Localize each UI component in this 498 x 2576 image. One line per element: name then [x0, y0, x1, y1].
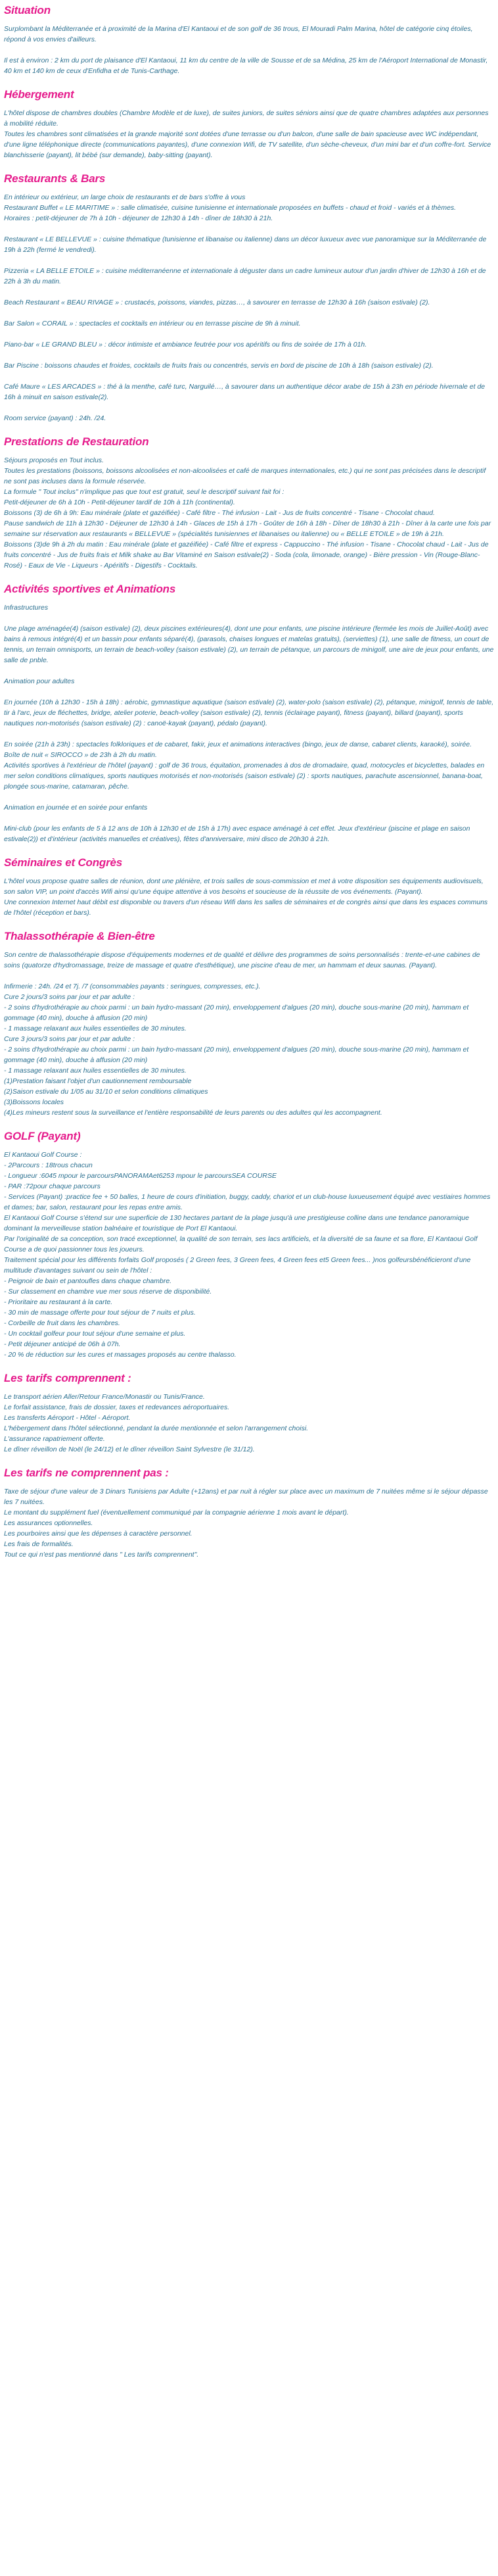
- section-golf-payant: [4, 1130, 494, 1360]
- text-line: Café Maure « LES ARCADES » : thé à la menthe, café turc, Narguilé…, à savourer dans un authentique décor arabe de 15h à 23h en période hivernale et de 16h à minuit en saison estivale(2).: [4, 383, 486, 401]
- section-title: GOLF (Payant): [4, 1130, 81, 1142]
- text-line: Beach Restaurant « BEAU RIVAGE » : crustacés, poissons, viandes, pizzas…, à savourer en terrasse de 12h30 à 16h (saison estivale) (2).: [4, 299, 430, 306]
- text-line: Restaurant « LE BELLEVUE » : cuisine thématique (tunisienne et libanaise ou italienne) dans un décor luxueux avec vue panoramique sur la Méditerranée de 19h à 22h (fermé le vendredi).: [4, 235, 487, 254]
- text-line: Il est à environ : 2 km du port de plaisance d'El Kantaoui, 11 km du centre de la ville de Sousse et de sa Médina, 25 km de l'Aéroport International de Monastir, 40 km et 140 km de ceux d'Enfidha et de Tunis-Carthage.: [4, 57, 488, 75]
- section-situation: [4, 4, 494, 76]
- text-line: Toutes les prestations (boissons, boissons alcoolisées et non-alcoolisées et café de marques internationales, etc.) qui ne sont pas précisées dans le descriptif ne sont pas incluses dans la formule réservée.: [4, 467, 486, 485]
- text-line: - Prioritaire au restaurant à la carte.: [4, 1298, 113, 1306]
- text-line: - 20 % de réduction sur les cures et massages proposés au centre thalasso.: [4, 1351, 237, 1359]
- text-line: Pizzeria « LA BELLE ETOILE » : cuisine méditerranéenne et internationale à déguster dans un cadre lumineux autour d'un jardin d'hiver de 12h30 à 16h et de 22h à 3h du matin.: [4, 267, 486, 285]
- text-line: Animation en journée et en soirée pour enfants: [4, 804, 148, 812]
- text-line: Son centre de thalassothérapie dispose d'équipements modernes et de qualité et délivre des programmes de soins personnalisés : trente-et-une cabines de soins (quatorze d'hydromassage, treize de massage et quatre d'esthétique), une piscine d'eau de mer, un hammam et deux saunas. (Payant).: [4, 951, 480, 969]
- section-title: Hébergement: [4, 88, 74, 101]
- text-line: Surplombant la Méditerranée et à proximité de la Marina d'El Kantaoui et de son golf de 36 trous, El Mouradi Palm Marina, hôtel de catégorie cinq étoiles, répond à vos envies d'ailleurs.: [4, 25, 473, 43]
- text-line: L'assurance rapatriement offerte.: [4, 1435, 105, 1443]
- text-line: El Kantaoui Golf Course s'étend sur une superficie de 130 hectares partant de la plage jusqu'à une prestigieuse colline dans une tendance panoramique dominant la merveilleuse station balnéaire et touristique de Port El Kantaoui.: [4, 1214, 469, 1232]
- paragraph: [4, 802, 494, 813]
- text-line: (1)Prestation faisant l'objet d'un cautionnement remboursable: [4, 1077, 192, 1085]
- text-line: El Kantaoui Golf Course :: [4, 1151, 82, 1159]
- paragraph: [4, 297, 494, 308]
- text-line: Cure 2 jours/3 soins par jour et par adulte :: [4, 993, 135, 1001]
- text-line: Le dîner réveillon de Noël (le 24/12) et le dîner réveillon Saint Sylvestre (le 31/12).: [4, 1446, 255, 1453]
- paragraph: [4, 55, 494, 76]
- text-line: Le forfait assistance, frais de dossier, taxes et redevances aéroportuaires.: [4, 1403, 230, 1411]
- text-line: (4)Les mineurs restent sous la surveillance et l'entière responsabilité de leurs parents ou des adultes qui les accompagnent.: [4, 1109, 382, 1117]
- text-line: - Services (Payant) :practice fee + 50 balles, 1 heure de cours d'initiation, buggy, caddy, chariot et un club-house luxueusement équipé avec vestiaires hommes et dames; bar, salon, restaurant pour les repas entre amis.: [4, 1193, 491, 1211]
- text-line: Horaires : petit-déjeuner de 7h à 10h - déjeuner de 12h30 à 14h - dîner de 18h30 à 21h.: [4, 214, 273, 222]
- text-line: Le transport aérien Aller/Retour France/Monastir ou Tunis/France.: [4, 1393, 205, 1401]
- section-title: Prestations de Restauration: [4, 435, 149, 448]
- text-line: (2)Saison estivale du 1/05 au 31/10 et selon conditions climatiques: [4, 1088, 208, 1096]
- text-line: Taxe de séjour d'une valeur de 3 Dinars Tunisiens par Adulte (+12ans) et par nuit à régler sur place avec un maximum de 7 nuitées même si le séjour dépasse les 7 nuitées.: [4, 1488, 488, 1506]
- text-line: Boissons (3) de 6h à 9h: Eau minérale (plate et gazéifiée) - Café filtre - Thé infusion - Lait - Jus de fruits concentré - Tisane - Chocolat chaud.: [4, 509, 435, 517]
- text-line: - 2 soins d'hydrothérapie au choix parmi : un bain hydro-massant (20 min), enveloppement d'algues (20 min), douche sous-marine (20 min), hammam et gommage (40 min), douche à affusion (20 min): [4, 1004, 469, 1022]
- paragraph: [4, 623, 494, 666]
- text-line: Une plage aménagée(4) (saison estivale) (2), deux piscines extérieures(4), dont une pour enfants, une piscine intérieure (fermée les mois de Juillet-Août) avec bains à remous intégré(4) et un bassin pour enfants séparé(4), (parasols, chaises longues et matelas gratuits), (serviettes) (1), une salle de fitness, un court de tennis, un terrain omnisports, un terrain de beach-volley (saison estivale) (2), un terrain de pétanque, un parcours de minigolf, une aire de jeux pour enfants, une salle de pnble.: [4, 625, 494, 664]
- text-line: Par l'originalité de sa conception, son tracé exceptionnel, la qualité de son terrain, ses lacs artificiels, et la diversité de sa faune et sa flore, El Kantaoui Golf Course a de quoi passionner tous les joueurs.: [4, 1235, 478, 1253]
- section-activites-sportives-et-animations: [4, 583, 494, 844]
- text-line: - Corbeille de fruit dans les chambres.: [4, 1319, 120, 1327]
- section-prestations-de-restauration: [4, 435, 494, 571]
- section-title: Restaurants & Bars: [4, 172, 106, 185]
- paragraph: [4, 234, 494, 255]
- text-line: Le montant du supplément fuel (éventuellement communiqué par la compagnie aérienne 1 mois avant le départ).: [4, 1509, 349, 1517]
- section-title: Séminaires et Congrès: [4, 856, 123, 869]
- text-line: Infirmerie : 24h. /24 et 7j. /7 (consommables payants : seringues, compresses, etc.).: [4, 983, 261, 990]
- text-line: L'hôtel dispose de chambres doubles (Chambre Modèle et de luxe), de suites juniors, de suites séniors ainsi que de quatre chambres adaptées aux personnes à mobilité réduite.: [4, 109, 489, 128]
- text-line: La formule " Tout inclus" n'implique pas que tout est gratuit, seul le descriptif suivant fait foi :: [4, 488, 284, 496]
- text-line: Une connexion Internet haut débit est disponible ou travers d'un réseau Wifi dans les salles de séminaires et de congrès ainsi que dans les espaces communs de l'hôtel (réception et bars).: [4, 898, 488, 917]
- paragraph: [4, 455, 494, 571]
- text-line: Animation pour adultes: [4, 677, 75, 685]
- text-line: L'hébergement dans l'hôtel sélectionné, pendant la durée mentionnée et selon l'arrangement choisi.: [4, 1424, 309, 1432]
- text-line: Boîte de nuit « SIROCCO » de 23h à 2h du matin.: [4, 751, 157, 759]
- text-line: En intérieur ou extérieur, un large choix de restaurants et de bars s'offre à vous: [4, 193, 246, 201]
- text-line: Les transferts Aéroport - Hôtel - Aéroport.: [4, 1414, 131, 1422]
- section-thalassotherapie-bien-etre: [4, 930, 494, 1118]
- section-title: Les tarifs comprennent :: [4, 1372, 131, 1384]
- text-line: - 1 massage relaxant aux huiles essentielles de 30 minutes.: [4, 1067, 187, 1075]
- section-seminaires-et-congres: [4, 856, 494, 918]
- text-line: (3)Boissons locales: [4, 1098, 64, 1106]
- text-line: Toutes les chambres sont climatisées et la grande majorité sont dotées d'une terrasse ou d'un balcon, d'une salle de bain spacieuse avec WC indépendant, d'une ligne téléphonique directe (communications payantes), d'une connexion Wifi, de TV satellite, d'un sèche-cheveux, d'un mini bar et d'un coffre-fort. Service blanchisserie (payant), lit bébé (sur demande), baby-sitting (payant).: [4, 130, 491, 159]
- text-line: Tout ce qui n'est pas mentionné dans " Les tarifs comprennent".: [4, 1551, 199, 1559]
- paragraph: [4, 676, 494, 687]
- text-line: - Peignoir de bain et pantoufles dans chaque chambre.: [4, 1277, 172, 1285]
- text-line: L'hôtel vous propose quatre salles de réunion, dont une plénière, et trois salles de sous-commission et met à votre disposition ses équipements audiovisuels, son salon VIP, un point d'accès Wifi ainsi qu'une équipe attentive à vos besoins et soucieuse de la réussite de vos événements. (Payant).: [4, 877, 484, 896]
- paragraph: [4, 981, 494, 1118]
- text-line: Room service (payant) : 24h. /24.: [4, 414, 106, 422]
- paragraph: [4, 950, 494, 971]
- text-line: En journée (10h à 12h30 - 15h à 18h) : aérobic, gymnastique aquatique (saison estivale) (2), water-polo (saison estivale) (2), pétanque, minigolf, tennis de table, tir à l'arc, jeux de fléchettes, bridge, atelier poterie, beach-volley (saison estivale) (2), tennis (éclairage payant), fitness (payant), billard (payant), sports nautiques non-motorisés (saison estivale) (2) : canoë-kayak (payant), pédalo (payant).: [4, 698, 494, 727]
- section-title: Thalassothérapie & Bien-être: [4, 930, 155, 942]
- text-line: - Un cocktail golfeur pour tout séjour d'une semaine et plus.: [4, 1330, 186, 1338]
- section-title: Activités sportives et Animations: [4, 583, 176, 595]
- paragraph: [4, 339, 494, 350]
- paragraph: [4, 413, 494, 424]
- paragraph: [4, 1150, 494, 1360]
- paragraph: [4, 381, 494, 402]
- text-line: Infrastructures: [4, 604, 49, 612]
- paragraph: [4, 739, 494, 792]
- section-title: Situation: [4, 4, 51, 16]
- text-line: - PAR :72pour chaque parcours: [4, 1182, 101, 1190]
- section-les-tarifs-ne-comprennent-pas: [4, 1467, 494, 1560]
- paragraph: [4, 602, 494, 613]
- text-line: Boissons (3)de 9h à 2h du matin : Eau minérale (plate et gazéifiée) - Café filtre et express - Cappuccino - Thé infusion - Tisane - Chocolat chaud - Lait - Jus de fruits concentré - Jus de fruits frais et Milk shake au Bar Vitaminé en Saison estivale(2) - Soda (cola, limonade, orange) - Bière pression - Vin (Rouge-Blanc-Rosé) - Eaux de Vie - Liqueurs - Apéritifs - Digestifs - Cocktails.: [4, 541, 489, 570]
- text-line: Traitement spécial pour les différents forfaits Golf proposés ( 2 Green fees, 3 Green fees, 4 Green fees et5 Green fees... )nos golfeursbénéficieront d'une multitude d'avantages suivant ou sein de l'hôtel :: [4, 1256, 471, 1275]
- paragraph: [4, 266, 494, 287]
- paragraph: [4, 108, 494, 160]
- paragraph: [4, 318, 494, 329]
- text-line: Les assurances optionnelles.: [4, 1519, 93, 1527]
- paragraph: [4, 1486, 494, 1560]
- text-line: - Petit déjeuner anticipé de 06h à 07h.: [4, 1340, 121, 1348]
- paragraph: [4, 876, 494, 918]
- text-line: Les frais de formalités.: [4, 1540, 74, 1548]
- text-line: Bar Salon « CORAIL » : spectacles et cocktails en intérieur ou en terrasse piscine de 9h à minuit.: [4, 320, 301, 328]
- section-les-tarifs-comprennent: [4, 1372, 494, 1455]
- text-line: - 2 soins d'hydrothérapie au choix parmi : un bain hydro-massant (20 min), enveloppement d'algues (20 min), douche sous-marine (20 min), hammam et gommage (40 min), douche à affusion (20 min): [4, 1046, 469, 1064]
- paragraph: [4, 697, 494, 729]
- paragraph: [4, 823, 494, 844]
- text-line: - Sur classement en chambre vue mer sous réserve de disponibilité.: [4, 1288, 212, 1296]
- text-line: Mini-club (pour les enfants de 5 à 12 ans de 10h à 12h30 et de 15h à 17h) avec espace aménagé à cet effet. Jeux d'extérieur (piscine et plage en saison estivale(2)) et d'intérieur (activités manuelles et créatives), fêtes d'anniversaire, mini disco de 20h30 à 21h.: [4, 825, 470, 843]
- paragraph: [4, 192, 494, 224]
- section-title: Les tarifs ne comprennent pas :: [4, 1467, 169, 1479]
- text-line: En soirée (21h à 23h) : spectacles folkloriques et de cabaret, fakir, jeux et animations interactives (bingo, jeux de danse, cabaret clients, karaoké), soirée.: [4, 741, 472, 748]
- text-line: - 2Parcours : 18trous chacun: [4, 1161, 93, 1169]
- text-line: Restaurant Buffet « LE MARITIME » : salle climatisée, cuisine tunisienne et internationale proposées en buffets - chaud et froid - variés et à thèmes.: [4, 204, 457, 212]
- text-line: - Longueur :6045 mpour le parcoursPANORAMAet6253 mpour le parcoursSEA COURSE: [4, 1172, 277, 1180]
- text-line: - 1 massage relaxant aux huiles essentielles de 30 minutes.: [4, 1025, 187, 1033]
- paragraph: [4, 360, 494, 371]
- paragraph: [4, 24, 494, 45]
- text-line: Séjours proposés en Tout inclus.: [4, 456, 104, 464]
- paragraph: [4, 1392, 494, 1455]
- text-line: Bar Piscine : boissons chaudes et froides, cocktails de fruits frais ou concentrés, servis en bord de piscine de 10h à 18h (saison estivale) (2).: [4, 362, 434, 370]
- text-line: Pause sandwich de 11h à 12h30 - Déjeuner de 12h30 à 14h - Glaces de 15h à 17h - Goûter de 16h à 18h - Dîner de 18h30 à 21h - Dîner à la carte une fois par semaine sur réservation aux restaurants « BELLEVUE » (spécialités tunisiennes et libanaises ou italienne) ou « BELLE ETOILE » de 19h à 21h.: [4, 520, 491, 538]
- section-restaurants-bars: [4, 172, 494, 424]
- text-line: Les pourboires ainsi que les dépenses à caractère personnel.: [4, 1530, 192, 1538]
- text-line: Activités sportives à l'extérieur de l'hôtel (payant) : golf de 36 trous, équitation, promenades à dos de dromadaire, quad, motocycles et bicyclettes, balades en mer selon conditions climatiques, sports nautiques motorisés et non-motorisés (saison estivale) (2) : sports nautiques, parachute ascensionnel, banana-boat, plongée sous-marine, catamaran, pêche.: [4, 762, 485, 790]
- text-line: Cure 3 jours/3 soins par jour et par adulte :: [4, 1035, 135, 1043]
- text-line: Petit-déjeuner de 6h à 10h - Petit-déjeuner tardif de 10h à 11h (continental).: [4, 498, 235, 506]
- section-hebergement: [4, 88, 494, 160]
- text-line: Piano-bar « LE GRAND BLEU » : décor intimiste et ambiance feutrée pour vos apéritifs ou fins de soirée de 17h à 01h.: [4, 341, 367, 349]
- text-line: - 30 min de massage offerte pour tout séjour de 7 nuits et plus.: [4, 1309, 196, 1317]
